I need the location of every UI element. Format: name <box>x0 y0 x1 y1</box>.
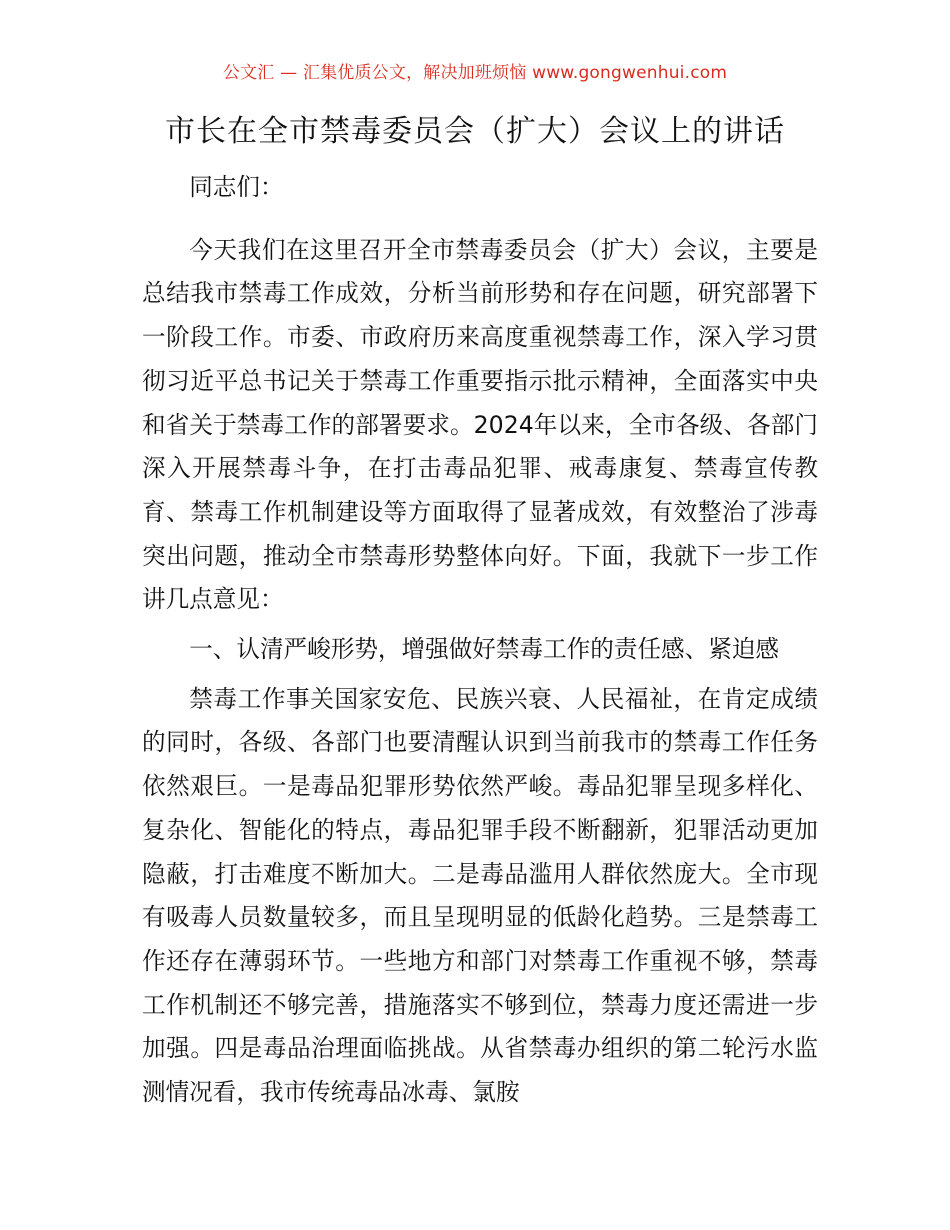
document-title: 市长在全市禁毒委员会（扩大）会议上的讲话 <box>165 114 785 149</box>
paragraph-opening: 今天我们在这里召开全市禁毒委员会（扩大）会议，主要是总结我市禁毒工作成效，分析当前形势和存在问题，研究部署下一阶段工作。市委、市政府历来高度重视禁毒工作，深入学习贯彻习近平总书记关于禁毒工作重要指示批示精神，全面落实中央和省关于禁毒工作的部署要求。2024年以来，全市各级、各部门深入开展禁毒斗争，在打击毒品犯罪、戒毒康复、禁毒宣传教育、禁毒工作机制建设等方面取得了显著成效，有效整治了涉毒突出问题，推动全市禁毒形势整体向好。下面，我就下一步工作讲几点意见： <box>142 235 818 614</box>
salutation: 同志们： <box>189 173 284 201</box>
document-body <box>142 166 818 1121</box>
paragraph-section-1: 禁毒工作事关国家安危、民族兴衰、人民福祉，在肯定成绩的同时，各级、各部门也要清醒认识到当前我市的禁毒工作任务依然艰巨。一是毒品犯罪形势依然严峻。毒品犯罪呈现多样化、复杂化、智能化的特点，毒品犯罪手段不断翻新，犯罪活动更加隐蔽，打击难度不断加大。二是毒品滥用人群依然庞大。全市现有吸毒人员数量较多，而且呈现明显的低龄化趋势。三是禁毒工作还存在薄弱环节。一些地方和部门对禁毒工作重视不够，禁毒工作机制还不够完善，措施落实不够到位，禁毒力度还需进一步加强。四是毒品治理面临挑战。从省禁毒办组织的第二轮污水监测情况看，我市传统毒品冰毒、氯胺 <box>142 684 818 1107</box>
site-header-banner: 公文汇 — 汇集优质公文，解决加班烦恼 www.gongwenhui.com <box>222 63 728 83</box>
section-heading-1: 一、认清严峻形势，增强做好禁毒工作的责任感、紧迫感 <box>189 635 780 664</box>
